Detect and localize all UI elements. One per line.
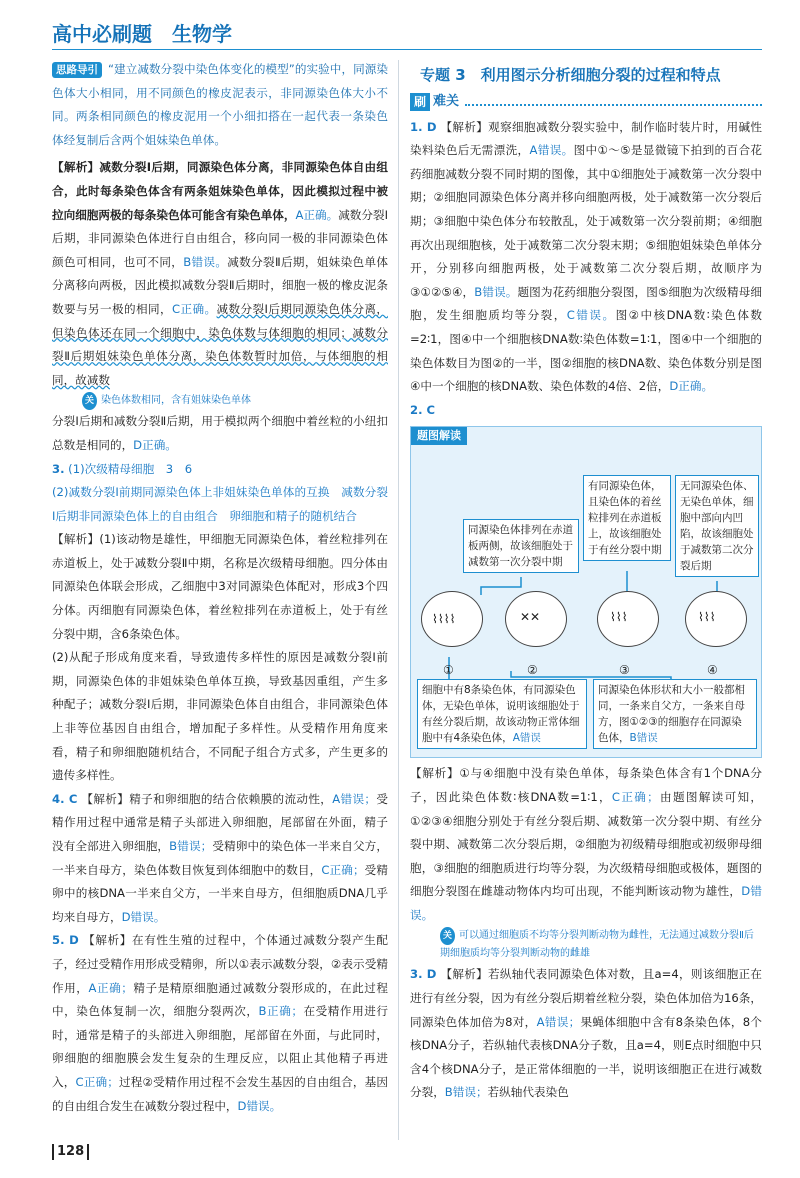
r-q1-analysis	[410, 116, 762, 399]
q5-option-d: D错误。	[237, 1098, 282, 1113]
note-cell-1-text: 细胞中有8条染色体，有同源染色体，无染色单体，说明该细胞处于有丝分裂后期，故该动物正常体细胞中有4条染色体，	[422, 684, 580, 745]
q1-option-c: C正确。	[172, 301, 217, 316]
page-number: 128	[52, 1144, 89, 1160]
note-cell-1-option: A错误	[512, 732, 541, 745]
q1-option-a: A正确。	[295, 207, 339, 222]
r-q3-text-c: 若纵轴代表染色	[487, 1085, 569, 1100]
r-q2-text-b: 由题图解读可知，①②③④细胞分别处于有丝分裂后期、减数第一次分裂中期、有丝分裂中期、减数第二次分裂后期，②细胞为初级精母细胞或初级卵母细胞，③细胞的细胞质进行均等分裂，为次级精母细胞或极体，题图的细胞分裂图在雌雄动物体内均可出现，不能判断该动物为雄性，	[410, 789, 762, 899]
guide-text: “建立减数分裂中染色体变化的模型”的实验中，同源染色体大小相同，用不同颜色的橡皮泥表示，非同源染色体大小不同。两条相同颜色的橡皮泥用一个小细扣搭在一起代表一条染色体经复制后含两个姐妹染色单体。	[52, 62, 388, 147]
thinking-guide	[52, 58, 388, 152]
q1-analysis-end	[52, 410, 388, 457]
q4-option-a: A错误；	[332, 791, 377, 806]
q4-number: 4. C	[52, 791, 78, 806]
q4-text-d: 受精卵中的核DNA一半来自父方，一半来自母方，但细胞质DNA几乎均来自母方，	[52, 862, 388, 924]
q1-analysis	[52, 156, 388, 392]
guide-tag: 思路导引	[52, 62, 102, 78]
cell-4: ⌇⌇⌇	[685, 591, 747, 647]
key-text: 染色体数相同，含有姐妹染色单体	[101, 395, 252, 407]
q5-text-c: 在受精作用进行时，通常是精子的头部进入卵细胞，尾部留在外面，与此同时，卵细胞的细胞膜会发生复杂的生理反应，以阻止其他精子再进入，	[52, 1004, 388, 1089]
q4-text-b: 受精作用过程中通常是精子头部进入卵细胞，尾部留在外面，精子没有全部进入卵细胞，	[52, 791, 388, 853]
note-cell-4: 无同源染色体、无染色单体，细胞中部向内凹陷，故该细胞处于减数第二次分裂后期	[675, 475, 759, 577]
topic-title: 专题 3 利用图示分析细胞分裂的过程和特点	[420, 66, 721, 84]
q3-answer-1: (1)次级精母细胞 3 6	[68, 461, 193, 476]
q1-text-b: 减数分裂Ⅰ后期，非同源染色体进行自由组合，移向同一极的非同源染色体颜色可相同，也可不同，	[52, 207, 388, 269]
left-column	[52, 58, 388, 1118]
dotted-rule	[465, 98, 762, 106]
page-header	[52, 10, 762, 50]
note-cell-3: 有同源染色体，且染色体的着丝粒排列在赤道板上，故该细胞处于有丝分裂中期	[583, 475, 671, 561]
cell-label-2: ②	[527, 663, 538, 678]
q4-analysis	[52, 788, 388, 930]
cell-label-4: ④	[707, 663, 718, 678]
note-homolog	[593, 679, 757, 749]
q4-text-c: 受精卵中的染色体一半来自父方，一半来自母方，染色体数目恢复到体细胞中的数目，	[52, 839, 388, 877]
r-q3-option-b: B错误；	[444, 1085, 488, 1100]
r-q2-answer	[410, 399, 762, 423]
r-q1-text-b: 图中①～⑤是显微镜下拍到的百合花药细胞减数分裂不同时期的图像，其中①细胞处于减数第一次分裂中期；②细胞同源染色体分离并移向细胞两极，处于减数第一次分裂后期；③细胞中染色体分布较散乱，处于减数第一次分裂前期；④细胞再次出现细胞核，处于减数第二次分裂末期；⑤细胞姐妹染色单体分开，分别移向细胞两极，处于减数第二次分裂后期，故顺序为③①②⑤④，	[410, 143, 762, 299]
q1-option-b: B错误。	[183, 254, 228, 269]
r-key-point	[410, 927, 762, 963]
difficulty-bar	[410, 90, 762, 114]
r-q1-text-c: 题图为花药细胞分裂图，图⑤细胞为次级精母细胞，发生细胞质均等分裂，	[410, 284, 762, 323]
q5-analysis	[52, 929, 388, 1118]
q5-text-a: 【解析】在有性生殖的过程中，个体通过减数分裂产生配子，经过受精作用形成受精卵，所以①表示减数分裂，②表示受精作用，	[52, 933, 388, 995]
figure-interpretation	[410, 426, 762, 758]
q5-option-c: C正确；	[75, 1074, 119, 1089]
q3-answer	[52, 458, 388, 482]
q5-number: 5. D	[52, 933, 79, 948]
q4-option-d: D错误。	[121, 909, 166, 924]
r-q1-option-a: A错误。	[529, 143, 574, 158]
r-q3-number: 3. D	[410, 967, 437, 982]
key-point	[52, 392, 388, 410]
note-cell-1	[417, 679, 587, 749]
r-key-text: 可以通过细胞质不均等分裂判断动物为雌性，无法通过减数分裂Ⅱ后期细胞质均等分裂判断动物的雌雄	[440, 930, 754, 960]
r-q1-number: 1. D	[410, 119, 437, 134]
q4-option-b: B错误；	[169, 839, 213, 853]
r-q3-text-a: 【解析】若纵轴代表同源染色体对数，且a=4，则该细胞正在进行有丝分裂，因为有丝分裂后期着丝粒分裂，染色体加倍为16条，同源染色体加倍为8对，	[410, 967, 763, 1029]
cell-label-3: ③	[619, 663, 630, 678]
difficulty-badge: 刷	[410, 93, 430, 111]
q1-text-e: 分裂Ⅰ后期和减数分裂Ⅱ后期，用于模拟两个细胞中着丝粒的小纽扣总数是相同的，	[52, 414, 388, 452]
q5-text-b: 精子是精原细胞通过减数分裂形成的，在此过程中，染色体复制一次，细胞分裂两次，	[52, 980, 388, 1019]
r-q1-option-c: C错误。	[566, 308, 616, 323]
q1-option-d: D正确。	[133, 437, 177, 452]
r-q2-text-a: 【解析】①与④细胞中没有染色单体，每条染色体含有1个DNA分子，因此染色体数∶核DNA数=1∶1，	[410, 766, 762, 804]
r-q1-option-b: B错误。	[474, 284, 518, 299]
key-icon: 关	[82, 392, 97, 410]
r-q3-analysis	[410, 963, 762, 1105]
figure-tag: 题图解读	[411, 427, 467, 445]
q4-option-c: C正确；	[321, 862, 365, 877]
q4-text-a: 【解析】精子和卵细胞的结合依赖膜的流动性，	[81, 791, 333, 806]
note-homolog-text: 同源染色体形状和大小一般都相同，一条来自父方，一条来自母方，图①②③的细胞存在同源染色体，	[598, 684, 745, 745]
right-column	[410, 58, 762, 1105]
q1-text-c: 减数分裂Ⅱ后期，姐妹染色单体分离移向两极，因此模拟减数分裂Ⅱ后期时，细胞一极的橡皮泥条数要与另一极的相同，	[52, 254, 388, 316]
cell-2: ✕✕	[505, 591, 567, 647]
cell-label-1: ①	[443, 663, 454, 678]
r-q1-text-a: 【解析】观察细胞减数分裂实验中，制作临时装片时，用碱性染料染色后无需漂洗，	[410, 119, 762, 158]
book-title: 高中必刷题 生物学	[52, 22, 232, 46]
cell-3: ⌇⌇⌇	[597, 591, 659, 647]
cell-images	[417, 591, 757, 653]
r-q2-analysis	[410, 762, 762, 927]
note-homolog-option: B错误	[629, 732, 658, 745]
q5-option-b: B正确；	[258, 1004, 303, 1019]
r-q1-text-d: 图②中核DNA数∶染色体数=2∶1，图④中一个细胞核DNA数∶染色体数=1∶1，图④中一个细胞的染色体数目为图②的一半，图②细胞的核DNA数、染色体数分别是图④中一个细胞的核DNA数、染色体数的4倍、2倍，	[410, 308, 762, 394]
q1-text-a: 【解析】减数分裂Ⅰ后期，同源染色体分离，非同源染色体自由组合，此时每条染色体含有两条姐妹染色单体，因此模拟过程中被拉向细胞两极的每条染色体可能含有染色单体，	[52, 160, 388, 222]
r-key-icon: 关	[440, 927, 455, 945]
cell-1: ⌇⌇⌇⌇	[421, 591, 483, 647]
q5-text-d: 过程②受精作用过程不会发生基因的自由组合，基因的自由组合发生在减数分裂过程中，	[52, 1074, 388, 1113]
column-divider	[398, 60, 399, 1140]
r-q3-text-b: 果蝇体细胞中含有8条染色体，8个核DNA分子，若纵轴代表核DNA分子数，且a=4，则E点时细胞中只含4个核DNA分子，是正常体细胞的一半，说明该细胞正在进行减数分裂，	[410, 1014, 762, 1100]
r-q1-option-d: D正确。	[669, 379, 714, 394]
q3-analysis-2: (2)从配子形成角度来看，导致遗传多样性的原因是减数分裂Ⅰ前期，同源染色体的非姐妹染色单体互换，导致基因重组，产生多种配子；减数分裂Ⅰ后期，非同源染色体自由组合，非同源染色体上非等位基因自由组合，增加配子多样性。从受精作用角度来看，精子和卵细胞随机结合，不同配子组合方式多，产生更多的遗传多样性。	[52, 650, 388, 783]
difficulty-label: 难关	[433, 94, 460, 109]
r-q2-option-c: C正确；	[611, 789, 659, 804]
r-q3-option-a: A错误；	[536, 1014, 581, 1029]
r-q2-option-d: D错误。	[410, 884, 762, 922]
q5-option-a: A正确；	[88, 980, 133, 995]
q3-analysis: 【解析】(1)该动物是雄性，甲细胞无同源染色体，着丝粒排列在赤道板上，处于减数分裂Ⅱ中期，名称是次级精母细胞。四分体由同源染色体联会形成，乙细胞中3对同源染色体配对，形成3个四分体。丙细胞有同源染色体，着丝粒排列在赤道板上，处于有丝分裂中期，含6条染色体。	[52, 532, 388, 641]
q1-text-d: 减数分裂Ⅰ后期同源染色体分离，但染色体还在同一个细胞中，染色体数与体细胞的相同；减数分裂Ⅱ后期姐妹染色单体分离，染色体数暂时加倍，与体细胞的相同，故减数	[52, 301, 388, 387]
note-cell-2: 同源染色体排列在赤道板两侧，故该细胞处于减数第一次分裂中期	[463, 519, 579, 573]
q3-answer-2: (2)减数分裂Ⅰ前期同源染色体上非姐妹染色单体的互换 减数分裂Ⅰ后期非同源染色体上的自由组合 卵细胞和精子的随机结合	[52, 485, 388, 523]
r-q2-number: 2. C	[410, 402, 436, 417]
q3-number: 3.	[52, 461, 65, 476]
